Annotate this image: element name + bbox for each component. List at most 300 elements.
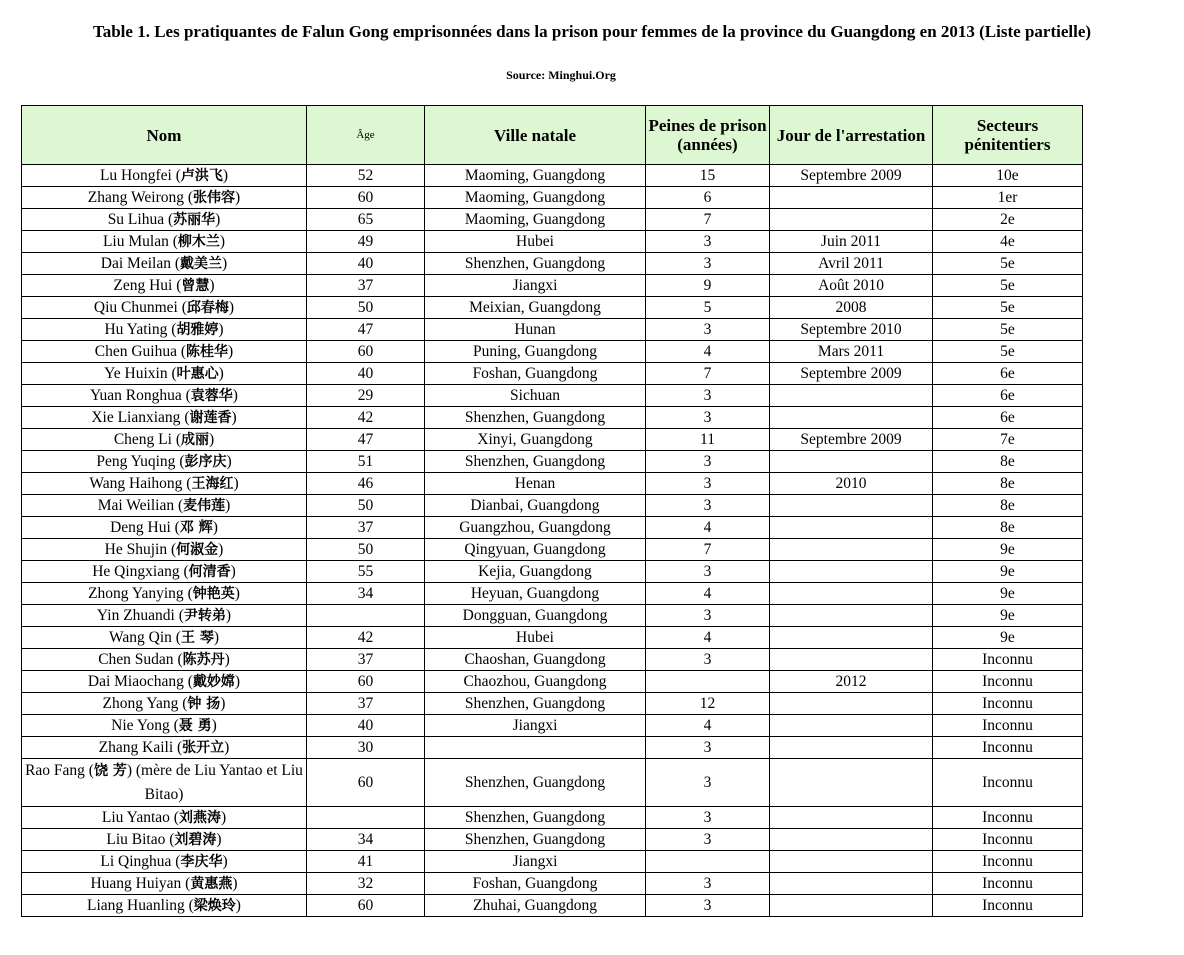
name-cell: Rao Fang (饶 芳) (mère de Liu Yantao et Liu Bitao) xyxy=(22,759,307,807)
age-cell: 60 xyxy=(307,187,425,209)
name-latin: Qiu Chunmei xyxy=(93,298,178,316)
sentence-cell: 12 xyxy=(646,693,770,715)
sentence-cell: 3 xyxy=(646,895,770,917)
column-header-nom: Nom xyxy=(22,106,307,165)
name-latin: Rao Fang xyxy=(25,762,85,779)
name-cell: Yin Zhuandi (尹转弟) xyxy=(22,605,307,627)
hometown-cell: Foshan, Guangdong xyxy=(425,363,646,385)
column-header-peines: Peines de prison (années) xyxy=(646,106,770,165)
ward-cell: 7e xyxy=(933,429,1083,451)
ward-cell: Inconnu xyxy=(933,715,1083,737)
name-latin: Deng Hui xyxy=(110,518,171,536)
table-row xyxy=(22,759,1083,807)
name-latin: Nie Yong xyxy=(111,716,170,734)
source-note: Source: Minghui.Org xyxy=(506,68,616,82)
table-row xyxy=(22,297,1083,319)
name-latin: Liu Mulan xyxy=(102,232,169,250)
name-cell: Liang Huanling (梁焕玲) xyxy=(22,895,307,917)
sentence-cell: 11 xyxy=(646,429,770,451)
name-note: (mère de Liu Yantao et Liu Bitao) xyxy=(135,762,303,803)
arrest-date-cell xyxy=(770,407,933,429)
name-cell: Liu Yantao (刘燕涛) xyxy=(22,807,307,829)
name-chinese: 张开立 xyxy=(182,739,225,756)
name-cell: Wang Qin (王 琴) xyxy=(22,627,307,649)
name-chinese: 陈桂华 xyxy=(186,343,229,360)
hometown-cell: Shenzhen, Guangdong xyxy=(425,693,646,715)
age-cell: 34 xyxy=(307,583,425,605)
age-cell: 47 xyxy=(307,429,425,451)
name-latin: Lu Hongfei xyxy=(99,166,172,184)
name-chinese: 叶惠心 xyxy=(176,365,219,382)
sentence-cell: 5 xyxy=(646,297,770,319)
hometown-cell: Meixian, Guangdong xyxy=(425,297,646,319)
name-chinese: 谢莲香 xyxy=(189,409,232,426)
name-latin: Chen Sudan xyxy=(98,650,174,668)
ward-cell: Inconnu xyxy=(933,895,1083,917)
name-cell: Wang Haihong (王海红) xyxy=(22,473,307,495)
name-cell: Yuan Ronghua (袁蓉华) xyxy=(22,385,307,407)
hometown-cell: Maoming, Guangdong xyxy=(425,209,646,231)
name-chinese: 黄惠燕 xyxy=(190,875,233,892)
table-row xyxy=(22,473,1083,495)
sentence-cell: 3 xyxy=(646,829,770,851)
table-row xyxy=(22,363,1083,385)
name-cell: Ye Huixin (叶惠心) xyxy=(22,363,307,385)
name-chinese: 陈苏丹 xyxy=(182,651,225,668)
hometown-cell: Jiangxi xyxy=(425,715,646,737)
name-cell: Li Qinghua (李庆华) xyxy=(22,851,307,873)
name-latin: Zhang Kaili xyxy=(98,738,174,756)
name-latin: Chen Guihua xyxy=(94,342,177,360)
arrest-date-cell: 2012 xyxy=(770,671,933,693)
ward-cell: Inconnu xyxy=(933,807,1083,829)
name-cell: Zhong Yang (钟 扬) xyxy=(22,693,307,715)
name-chinese: 苏丽华 xyxy=(173,211,216,228)
name-cell: Zhang Weirong (张伟容) xyxy=(22,187,307,209)
ward-cell: 8e xyxy=(933,495,1083,517)
sentence-cell: 3 xyxy=(646,319,770,341)
ward-cell: 4e xyxy=(933,231,1083,253)
ward-cell: 5e xyxy=(933,275,1083,297)
ward-cell: 1er xyxy=(933,187,1083,209)
hometown-cell: Sichuan xyxy=(425,385,646,407)
table-row xyxy=(22,715,1083,737)
age-cell: 60 xyxy=(307,759,425,807)
name-chinese: 柳木兰 xyxy=(177,233,220,250)
sentence-cell: 7 xyxy=(646,363,770,385)
age-cell: 60 xyxy=(307,895,425,917)
ward-cell: Inconnu xyxy=(933,693,1083,715)
name-cell: Hu Yating (胡雅婷) xyxy=(22,319,307,341)
name-cell: Zhong Yanying (钟艳英) xyxy=(22,583,307,605)
ward-cell: 6e xyxy=(933,385,1083,407)
age-cell: 60 xyxy=(307,671,425,693)
name-cell: Chen Guihua (陈桂华) xyxy=(22,341,307,363)
sentence-cell: 7 xyxy=(646,539,770,561)
name-chinese: 何淑金 xyxy=(176,541,219,558)
sentence-cell: 15 xyxy=(646,165,770,187)
sentence-cell: 3 xyxy=(646,807,770,829)
name-cell: Dai Meilan (戴美兰) xyxy=(22,253,307,275)
hometown-cell: Chaoshan, Guangdong xyxy=(425,649,646,671)
age-cell: 37 xyxy=(307,649,425,671)
arrest-date-cell xyxy=(770,807,933,829)
name-chinese: 饶 芳 xyxy=(93,763,127,779)
table-row xyxy=(22,873,1083,895)
age-cell xyxy=(307,605,425,627)
column-header-age: Âge xyxy=(307,106,425,165)
name-latin: Peng Yuqing xyxy=(96,452,176,470)
age-cell: 37 xyxy=(307,517,425,539)
sentence-cell: 9 xyxy=(646,275,770,297)
ward-cell: Inconnu xyxy=(933,671,1083,693)
ward-cell: 5e xyxy=(933,253,1083,275)
age-cell: 60 xyxy=(307,341,425,363)
ward-cell: 9e xyxy=(933,539,1083,561)
age-cell: 50 xyxy=(307,495,425,517)
table-row xyxy=(22,539,1083,561)
arrest-date-cell xyxy=(770,895,933,917)
name-chinese: 邓 辉 xyxy=(179,519,213,536)
name-latin: Li Qinghua xyxy=(100,852,172,870)
arrest-date-cell xyxy=(770,737,933,759)
ward-cell: 10e xyxy=(933,165,1083,187)
sentence-cell: 3 xyxy=(646,649,770,671)
name-chinese: 胡雅婷 xyxy=(176,321,219,338)
hometown-cell: Zhuhai, Guangdong xyxy=(425,895,646,917)
age-cell: 40 xyxy=(307,363,425,385)
age-cell: 34 xyxy=(307,829,425,851)
name-latin: He Shujin xyxy=(104,540,168,558)
name-cell: Xie Lianxiang (谢莲香) xyxy=(22,407,307,429)
ward-cell: 9e xyxy=(933,561,1083,583)
name-chinese: 刘燕涛 xyxy=(178,809,221,826)
ward-cell: Inconnu xyxy=(933,851,1083,873)
name-latin: Su Lihua xyxy=(107,210,165,228)
arrest-date-cell xyxy=(770,187,933,209)
ward-cell: 8e xyxy=(933,517,1083,539)
arrest-date-cell xyxy=(770,583,933,605)
table-row xyxy=(22,807,1083,829)
name-cell: Chen Sudan (陈苏丹) xyxy=(22,649,307,671)
sentence-cell: 3 xyxy=(646,407,770,429)
sentence-cell: 4 xyxy=(646,627,770,649)
ward-cell: 5e xyxy=(933,341,1083,363)
column-header-secteurs: Secteurs pénitentiers xyxy=(933,106,1083,165)
sentence-cell: 3 xyxy=(646,253,770,275)
hometown-cell: Shenzhen, Guangdong xyxy=(425,253,646,275)
sentence-cell: 3 xyxy=(646,451,770,473)
sentence-cell: 3 xyxy=(646,473,770,495)
name-chinese: 卢洪飞 xyxy=(180,167,223,184)
ward-cell: 8e xyxy=(933,473,1083,495)
name-latin: Wang Qin xyxy=(109,628,172,646)
ward-cell: 9e xyxy=(933,605,1083,627)
name-cell: Zeng Hui (曾慧) xyxy=(22,275,307,297)
name-latin: Liu Bitao xyxy=(106,830,166,848)
table-row xyxy=(22,895,1083,917)
table-row xyxy=(22,671,1083,693)
age-cell: 42 xyxy=(307,627,425,649)
sentence-cell: 3 xyxy=(646,231,770,253)
sentence-cell: 3 xyxy=(646,737,770,759)
name-chinese: 王 琴 xyxy=(180,629,214,646)
table-row xyxy=(22,737,1083,759)
sentence-cell: 4 xyxy=(646,715,770,737)
hometown-cell: Kejia, Guangdong xyxy=(425,561,646,583)
table-row xyxy=(22,451,1083,473)
hometown-cell: Foshan, Guangdong xyxy=(425,873,646,895)
table-row xyxy=(22,275,1083,297)
arrest-date-cell xyxy=(770,561,933,583)
sentence-cell: 4 xyxy=(646,341,770,363)
sentence-cell: 3 xyxy=(646,561,770,583)
arrest-date-cell xyxy=(770,715,933,737)
name-chinese: 刘碧涛 xyxy=(174,831,217,848)
name-latin: Yuan Ronghua xyxy=(90,386,182,404)
table-title: Table 1. Les pratiquantes de Falun Gong emprisonnées dans la prison pour femmes de la province du Guangdong en 2013 (Liste partielle) xyxy=(92,22,1092,41)
arrest-date-cell xyxy=(770,385,933,407)
ward-cell: 6e xyxy=(933,407,1083,429)
prisoners-table xyxy=(21,105,1083,917)
hometown-cell: Xinyi, Guangdong xyxy=(425,429,646,451)
age-cell: 37 xyxy=(307,275,425,297)
name-cell: Mai Weilian (麦伟莲) xyxy=(22,495,307,517)
ward-cell: 9e xyxy=(933,583,1083,605)
name-chinese: 袁蓉华 xyxy=(190,387,233,404)
age-cell: 50 xyxy=(307,539,425,561)
name-latin: Zhong Yanying xyxy=(88,584,184,602)
arrest-date-cell: Avril 2011 xyxy=(770,253,933,275)
name-chinese: 钟 扬 xyxy=(187,695,221,712)
age-cell: 65 xyxy=(307,209,425,231)
name-chinese: 成丽 xyxy=(181,431,209,448)
name-cell: Su Lihua (苏丽华) xyxy=(22,209,307,231)
table-row xyxy=(22,253,1083,275)
name-chinese: 彭序庆 xyxy=(184,453,227,470)
age-cell: 37 xyxy=(307,693,425,715)
column-header-ville-natale: Ville natale xyxy=(425,106,646,165)
sentence-cell: 4 xyxy=(646,517,770,539)
ward-cell: Inconnu xyxy=(933,737,1083,759)
hometown-cell: Dianbai, Guangdong xyxy=(425,495,646,517)
name-latin: Liu Yantao xyxy=(101,808,170,826)
arrest-date-cell: 2008 xyxy=(770,297,933,319)
name-chinese: 麦伟莲 xyxy=(183,497,226,514)
name-chinese: 张伟容 xyxy=(193,189,236,206)
hometown-cell: Puning, Guangdong xyxy=(425,341,646,363)
arrest-date-cell: Août 2010 xyxy=(770,275,933,297)
name-chinese: 尹转弟 xyxy=(183,607,226,624)
age-cell: 30 xyxy=(307,737,425,759)
hometown-cell: Dongguan, Guangdong xyxy=(425,605,646,627)
sentence-cell: 3 xyxy=(646,759,770,807)
hometown-cell: Shenzhen, Guangdong xyxy=(425,829,646,851)
age-cell: 51 xyxy=(307,451,425,473)
age-cell: 47 xyxy=(307,319,425,341)
name-latin: Ye Huixin xyxy=(104,364,168,382)
table-row xyxy=(22,693,1083,715)
arrest-date-cell: Septembre 2010 xyxy=(770,319,933,341)
name-cell: Lu Hongfei (卢洪飞) xyxy=(22,165,307,187)
sentence-cell: 3 xyxy=(646,385,770,407)
sentence-cell xyxy=(646,851,770,873)
table-row xyxy=(22,385,1083,407)
table-header-row xyxy=(22,106,1083,165)
name-chinese: 钟艳英 xyxy=(192,585,235,602)
arrest-date-cell: Mars 2011 xyxy=(770,341,933,363)
name-latin: Mai Weilian xyxy=(97,496,175,514)
table-row xyxy=(22,851,1083,873)
name-cell: He Qingxiang (何清香) xyxy=(22,561,307,583)
arrest-date-cell xyxy=(770,209,933,231)
hometown-cell: Guangzhou, Guangdong xyxy=(425,517,646,539)
age-cell: 42 xyxy=(307,407,425,429)
ward-cell: Inconnu xyxy=(933,759,1083,807)
table-row xyxy=(22,495,1083,517)
hometown-cell xyxy=(425,737,646,759)
sentence-cell: 4 xyxy=(646,583,770,605)
table-body xyxy=(22,165,1083,917)
age-cell: 49 xyxy=(307,231,425,253)
name-latin: Dai Miaochang xyxy=(87,672,184,690)
name-latin: He Qingxiang xyxy=(92,562,180,580)
ward-cell: Inconnu xyxy=(933,829,1083,851)
age-cell: 29 xyxy=(307,385,425,407)
table-row xyxy=(22,429,1083,451)
hometown-cell: Shenzhen, Guangdong xyxy=(425,759,646,807)
hometown-cell: Henan xyxy=(425,473,646,495)
hometown-cell: Shenzhen, Guangdong xyxy=(425,407,646,429)
table-row xyxy=(22,517,1083,539)
hometown-cell: Qingyuan, Guangdong xyxy=(425,539,646,561)
name-chinese: 曾慧 xyxy=(181,277,210,294)
name-latin: Wang Haihong xyxy=(89,474,183,492)
age-cell: 40 xyxy=(307,715,425,737)
table-row xyxy=(22,561,1083,583)
arrest-date-cell: 2010 xyxy=(770,473,933,495)
arrest-date-cell: Juin 2011 xyxy=(770,231,933,253)
name-chinese: 聂 勇 xyxy=(178,717,212,734)
name-latin: Huang Huiyan xyxy=(90,874,182,892)
arrest-date-cell xyxy=(770,759,933,807)
age-cell: 41 xyxy=(307,851,425,873)
name-latin: Zhong Yang xyxy=(102,694,179,712)
name-chinese: 戴妙嫦 xyxy=(192,673,235,690)
name-cell: Nie Yong (聂 勇) xyxy=(22,715,307,737)
table-row xyxy=(22,627,1083,649)
arrest-date-cell xyxy=(770,627,933,649)
name-cell: He Shujin (何淑金) xyxy=(22,539,307,561)
ward-cell: 8e xyxy=(933,451,1083,473)
ward-cell: 5e xyxy=(933,297,1083,319)
arrest-date-cell xyxy=(770,451,933,473)
name-latin: Dai Meilan xyxy=(100,254,171,272)
ward-cell: 5e xyxy=(933,319,1083,341)
name-chinese: 何清香 xyxy=(188,563,231,580)
hometown-cell: Hunan xyxy=(425,319,646,341)
ward-cell: 2e xyxy=(933,209,1083,231)
sentence-cell: 7 xyxy=(646,209,770,231)
name-latin: Cheng Li xyxy=(113,430,172,448)
name-cell: Deng Hui (邓 辉) xyxy=(22,517,307,539)
name-cell: Liu Mulan (柳木兰) xyxy=(22,231,307,253)
sentence-cell: 6 xyxy=(646,187,770,209)
sentence-cell: 3 xyxy=(646,495,770,517)
sentence-cell xyxy=(646,671,770,693)
arrest-date-cell xyxy=(770,693,933,715)
name-latin: Zhang Weirong xyxy=(87,188,184,206)
arrest-date-cell xyxy=(770,829,933,851)
table-row xyxy=(22,407,1083,429)
age-cell: 52 xyxy=(307,165,425,187)
name-cell: Liu Bitao (刘碧涛) xyxy=(22,829,307,851)
name-cell: Qiu Chunmei (邱春梅) xyxy=(22,297,307,319)
hometown-cell: Jiangxi xyxy=(425,275,646,297)
table-row xyxy=(22,583,1083,605)
name-cell: Dai Miaochang (戴妙嫦) xyxy=(22,671,307,693)
name-cell: Zhang Kaili (张开立) xyxy=(22,737,307,759)
age-cell: 46 xyxy=(307,473,425,495)
arrest-date-cell: Septembre 2009 xyxy=(770,165,933,187)
hometown-cell: Heyuan, Guangdong xyxy=(425,583,646,605)
arrest-date-cell xyxy=(770,495,933,517)
table-row xyxy=(22,231,1083,253)
name-cell: Peng Yuqing (彭序庆) xyxy=(22,451,307,473)
age-cell: 40 xyxy=(307,253,425,275)
age-cell xyxy=(307,807,425,829)
arrest-date-cell: Septembre 2009 xyxy=(770,363,933,385)
arrest-date-cell xyxy=(770,851,933,873)
table-row xyxy=(22,341,1083,363)
ward-cell: 9e xyxy=(933,627,1083,649)
hometown-cell: Hubei xyxy=(425,627,646,649)
hometown-cell: Shenzhen, Guangdong xyxy=(425,451,646,473)
name-latin: Yin Zhuandi xyxy=(96,606,175,624)
hometown-cell: Chaozhou, Guangdong xyxy=(425,671,646,693)
ward-cell: Inconnu xyxy=(933,873,1083,895)
name-chinese: 王海红 xyxy=(191,475,234,492)
age-cell: 32 xyxy=(307,873,425,895)
name-chinese: 邱春梅 xyxy=(186,299,229,316)
column-header-arrestation: Jour de l'arrestation xyxy=(770,106,933,165)
sentence-cell: 3 xyxy=(646,605,770,627)
age-cell: 55 xyxy=(307,561,425,583)
hometown-cell: Maoming, Guangdong xyxy=(425,187,646,209)
name-chinese: 李庆华 xyxy=(180,853,223,870)
name-chinese: 戴美兰 xyxy=(180,255,223,272)
table-row xyxy=(22,829,1083,851)
name-cell: Huang Huiyan (黄惠燕) xyxy=(22,873,307,895)
name-latin: Xie Lianxiang xyxy=(91,408,181,426)
name-latin: Hu Yating xyxy=(104,320,168,338)
table-row xyxy=(22,319,1083,341)
age-cell: 50 xyxy=(307,297,425,319)
table-row xyxy=(22,187,1083,209)
arrest-date-cell xyxy=(770,539,933,561)
sentence-cell: 3 xyxy=(646,873,770,895)
arrest-date-cell xyxy=(770,649,933,671)
name-latin: Zeng Hui xyxy=(113,276,173,294)
arrest-date-cell xyxy=(770,873,933,895)
table-row xyxy=(22,165,1083,187)
hometown-cell: Maoming, Guangdong xyxy=(425,165,646,187)
name-cell: Cheng Li (成丽) xyxy=(22,429,307,451)
hometown-cell: Hubei xyxy=(425,231,646,253)
arrest-date-cell xyxy=(770,605,933,627)
ward-cell: Inconnu xyxy=(933,649,1083,671)
name-chinese: 梁焕玲 xyxy=(193,897,236,914)
